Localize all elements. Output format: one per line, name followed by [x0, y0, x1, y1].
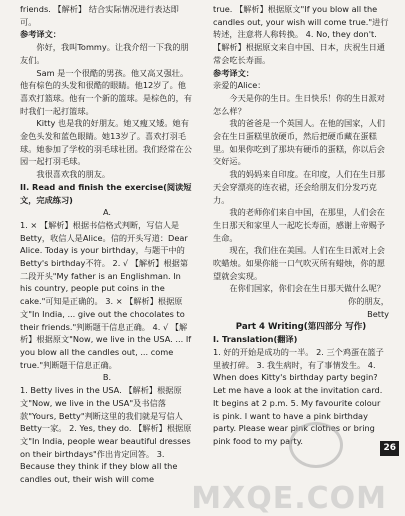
right-para-3: 今天是你的生日。生日快乐！你的生日派对怎么样？ — [213, 92, 385, 116]
right-para-1: 参考译文： — [213, 67, 254, 78]
translation-heading: I. Translation(翻译) — [213, 334, 298, 345]
left-para-3: Sam 是一个很酷的男孩。他又高又强壮。他有棕色的头发和很酷的眼睛。他12岁了。他喜欢打篮球。他有一个新的篮球。是棕色的，有时我们一起打篮球。 — [20, 67, 192, 116]
left-para-0: friends. 【解析】 结合实际情况进行表达即可。 — [20, 4, 179, 27]
left-para-2: 你好，我叫Tommy。让我介绍一下我的朋友们。 — [20, 42, 189, 65]
right-para-5: 我的妈妈来自印度。在印度，人们在生日那天会穿漂亮的连衣裙，还会给朋友们分发巧克力。 — [213, 169, 385, 205]
right-column — [213, 3, 389, 448]
page-number: 26 — [380, 441, 399, 456]
left-para-5: 我很喜欢我的朋友。 — [36, 169, 111, 180]
left-para-8: 1. × 【解析】根据书信格式判断，写信人是Betty，收信人是Alice。信的开头写道：Dear Alice. Today is your birthday，与题干中的Betty's birthday不符。 2. √ 【解析】根据第二段开头"My father is an Englishman. In his country, people put coins in the cake."可知是正确的。 3. × 【解析】根据原文"In India, ... give out the chocolates to their friends."判断题干信息正确。 4. √ 【解析】根据原文"Now, we live in the USA. ... If you blow all the candles out, ... come true."判断题干信息正确。 — [20, 219, 192, 370]
right-para-7: 现在，我们住在美国。人们在生日派对上会吹蜡烛。如果你能一口气吹灭所有蜡烛，你的愿望就会实现。 — [213, 245, 385, 281]
left-column — [20, 3, 194, 486]
part-a-label: A. — [102, 207, 112, 218]
section-heading-reading: II. Read and finish the exercise(阅读短文，完成练习) — [20, 181, 192, 205]
watermark-seal-icon — [289, 422, 343, 468]
watermark-text: MXQE.COM — [191, 481, 387, 516]
right-para-13: 1. 好的开始是成功的一半。 2. 三个鸡蛋在篮子里被打碎。 3. 我生病时，有了事情发生。 4. When does Kitty's birthday party begin? Let me have a look at the invitation card. It begins at 2 p.m. 5. My favourite colour is pink. I want to have a pink birthday party. Please wear pink clothes or bring pink food to my party. — [213, 346, 384, 446]
letter-signature: Betty — [367, 308, 389, 319]
left-para-4: Kitty 也是我的好朋友。她又瘦又矮。她有金色头发和蓝色眼睛。她13岁了。喜欢打羽毛球。她参加了学校的羽毛球社团。我们经常在公园一起打羽毛球。 — [20, 118, 192, 167]
part-4-heading: Part 4 Writing(第四部分 写作) — [235, 321, 367, 332]
right-para-8: 在你们国家，你们会在生日那天做什么呢？ — [229, 283, 385, 294]
right-para-2: 亲爱的Alice： — [213, 80, 266, 91]
letter-closing: 你的朋友， — [348, 296, 389, 307]
left-para-10: 1. Betty lives in the USA. 【解析】根据原文"Now, we live in the USA"及书信落款"Yours, Betty"判断这里的我们就是写信人Betty一家。 2. Yes, they do. 【解析】根据原文"In India, people wear beautiful dresses on their birthdays"作出肯定回答。 3. Because they think if they blow all the candles out, their wish will come — [20, 385, 192, 485]
right-para-6: 我的老师你们来自中国，在那里，人们会在生日那天和家里人一起吃长寿面，感谢上帝赐予生命。 — [213, 207, 385, 243]
right-para-4: 我的爸爸是一个英国人。在他的国家，人们会在生日蛋糕里放硬币，然后把硬币藏在蛋糕里。如果你吃到了那块有硬币的蛋糕，你以后会交好运。 — [213, 118, 385, 167]
left-para-1: 参考译文： — [20, 29, 61, 40]
right-para-0: true. 【解析】根据原文"If you blow all the candles out, your wish will come true."进行转述，注意将人称转换。 4. No, they don't. 【解析】根据原文来自中国、日本，庆祝生日通常会吃长寿面。 — [213, 4, 389, 65]
part-b-label: B. — [102, 372, 112, 383]
